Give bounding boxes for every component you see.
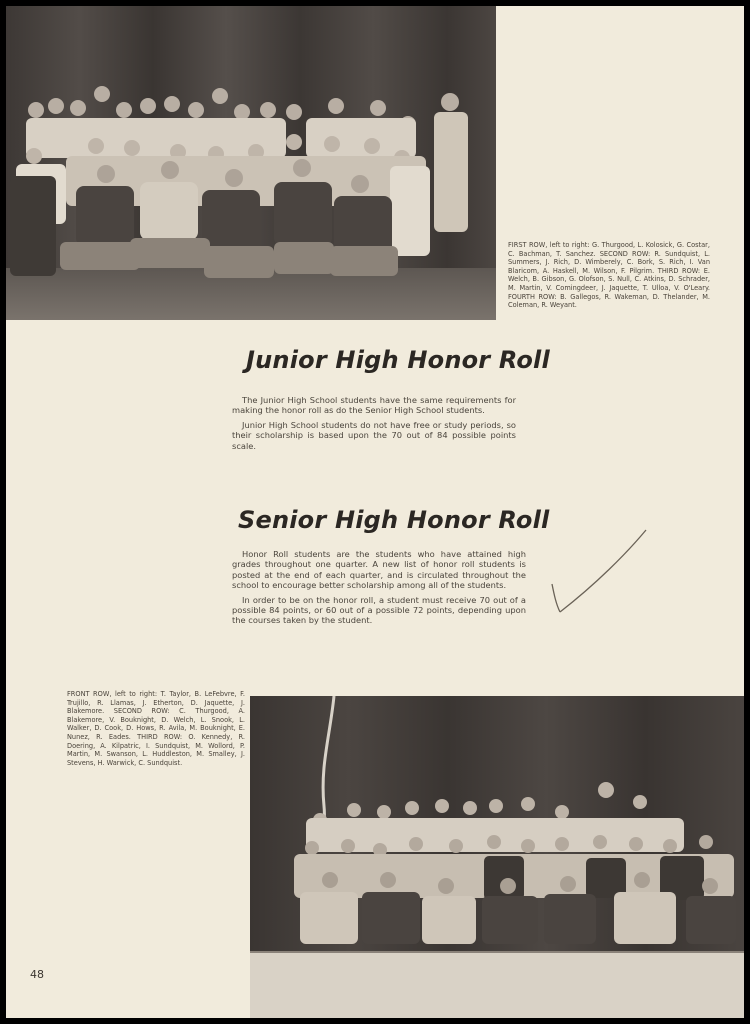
junior-high-group-photo (6, 6, 496, 320)
junior-paragraph-2: Junior High School students do not have free or study periods, so their scholarship is based upon the 70 out of 84 possible points scale. (232, 419, 516, 451)
senior-honor-roll-text (232, 549, 526, 630)
senior-photo-caption: FRONT ROW, left to right: T. Taylor, B. LeFebvre, F. Trujillo, R. Llamas, J. Etherton, D. Jaquette, J. Blakemore. SECOND ROW: C. Thurgood, A. Blakemore, V. Bouknight, D. Welch, L. Snook, L. Walker, D. Cook, D. Hows, R. Avila, M. Bouknight, E. Nunez, R. Eades. THIRD ROW: O. Kennedy, R. Doering, A. Kilpatric, I. Sundquist, M. Wollord, P. Martin, M. Swanson, L. Huddleston, M. Smalley, J. Stevens, H. Warwick, C. Sundquist. (67, 690, 245, 767)
yearbook-page (6, 6, 744, 1018)
senior-paragraph-2: In order to be on the honor roll, a student must receive 70 out of a possible 84 points, or 60 out of a possible 72 points, depending upon the courses taken by the student. (232, 594, 526, 626)
junior-honor-roll-heading: Junior High Honor Roll (246, 346, 550, 374)
junior-photo-caption: FIRST ROW, left to right: G. Thurgood, L. Kolosick, G. Costar, C. Bachman, T. Sanchez. SECOND ROW: R. Sundquist, L. Summers, J. Rich, D. Wimberely, C. Bork, S. Rich, I. Van Blaricom, A. Haskell, M. Wilson, F. Pilgrim. THIRD ROW: E. Welch, B. Gibson, G. Olofson, S. Null, C. Atkins, D. Schrader, M. Martin, V. Comingdeer, J. Jaquette, T. Ulloa, V. O'Leary. FOURTH ROW: B. Gallegos, R. Wakeman, D. Thelander, M. Coleman, R. Weyant. (508, 241, 710, 310)
page-number: 48 (30, 968, 44, 981)
senior-paragraph-1: Honor Roll students are the students who have attained high grades throughout one quarter. A new list of honor roll students is posted at the end of each quarter, and is circulated throughout the school to encourage better scholarship among all of the students. (232, 549, 526, 591)
senior-high-group-photo (250, 696, 744, 1018)
senior-honor-roll-heading: Senior High Honor Roll (238, 506, 550, 534)
pencil-mark (546, 524, 656, 614)
junior-paragraph-1: The Junior High School students have the same requirements for making the honor roll as do the Senior High School students. (232, 395, 516, 416)
junior-honor-roll-text (232, 395, 516, 455)
